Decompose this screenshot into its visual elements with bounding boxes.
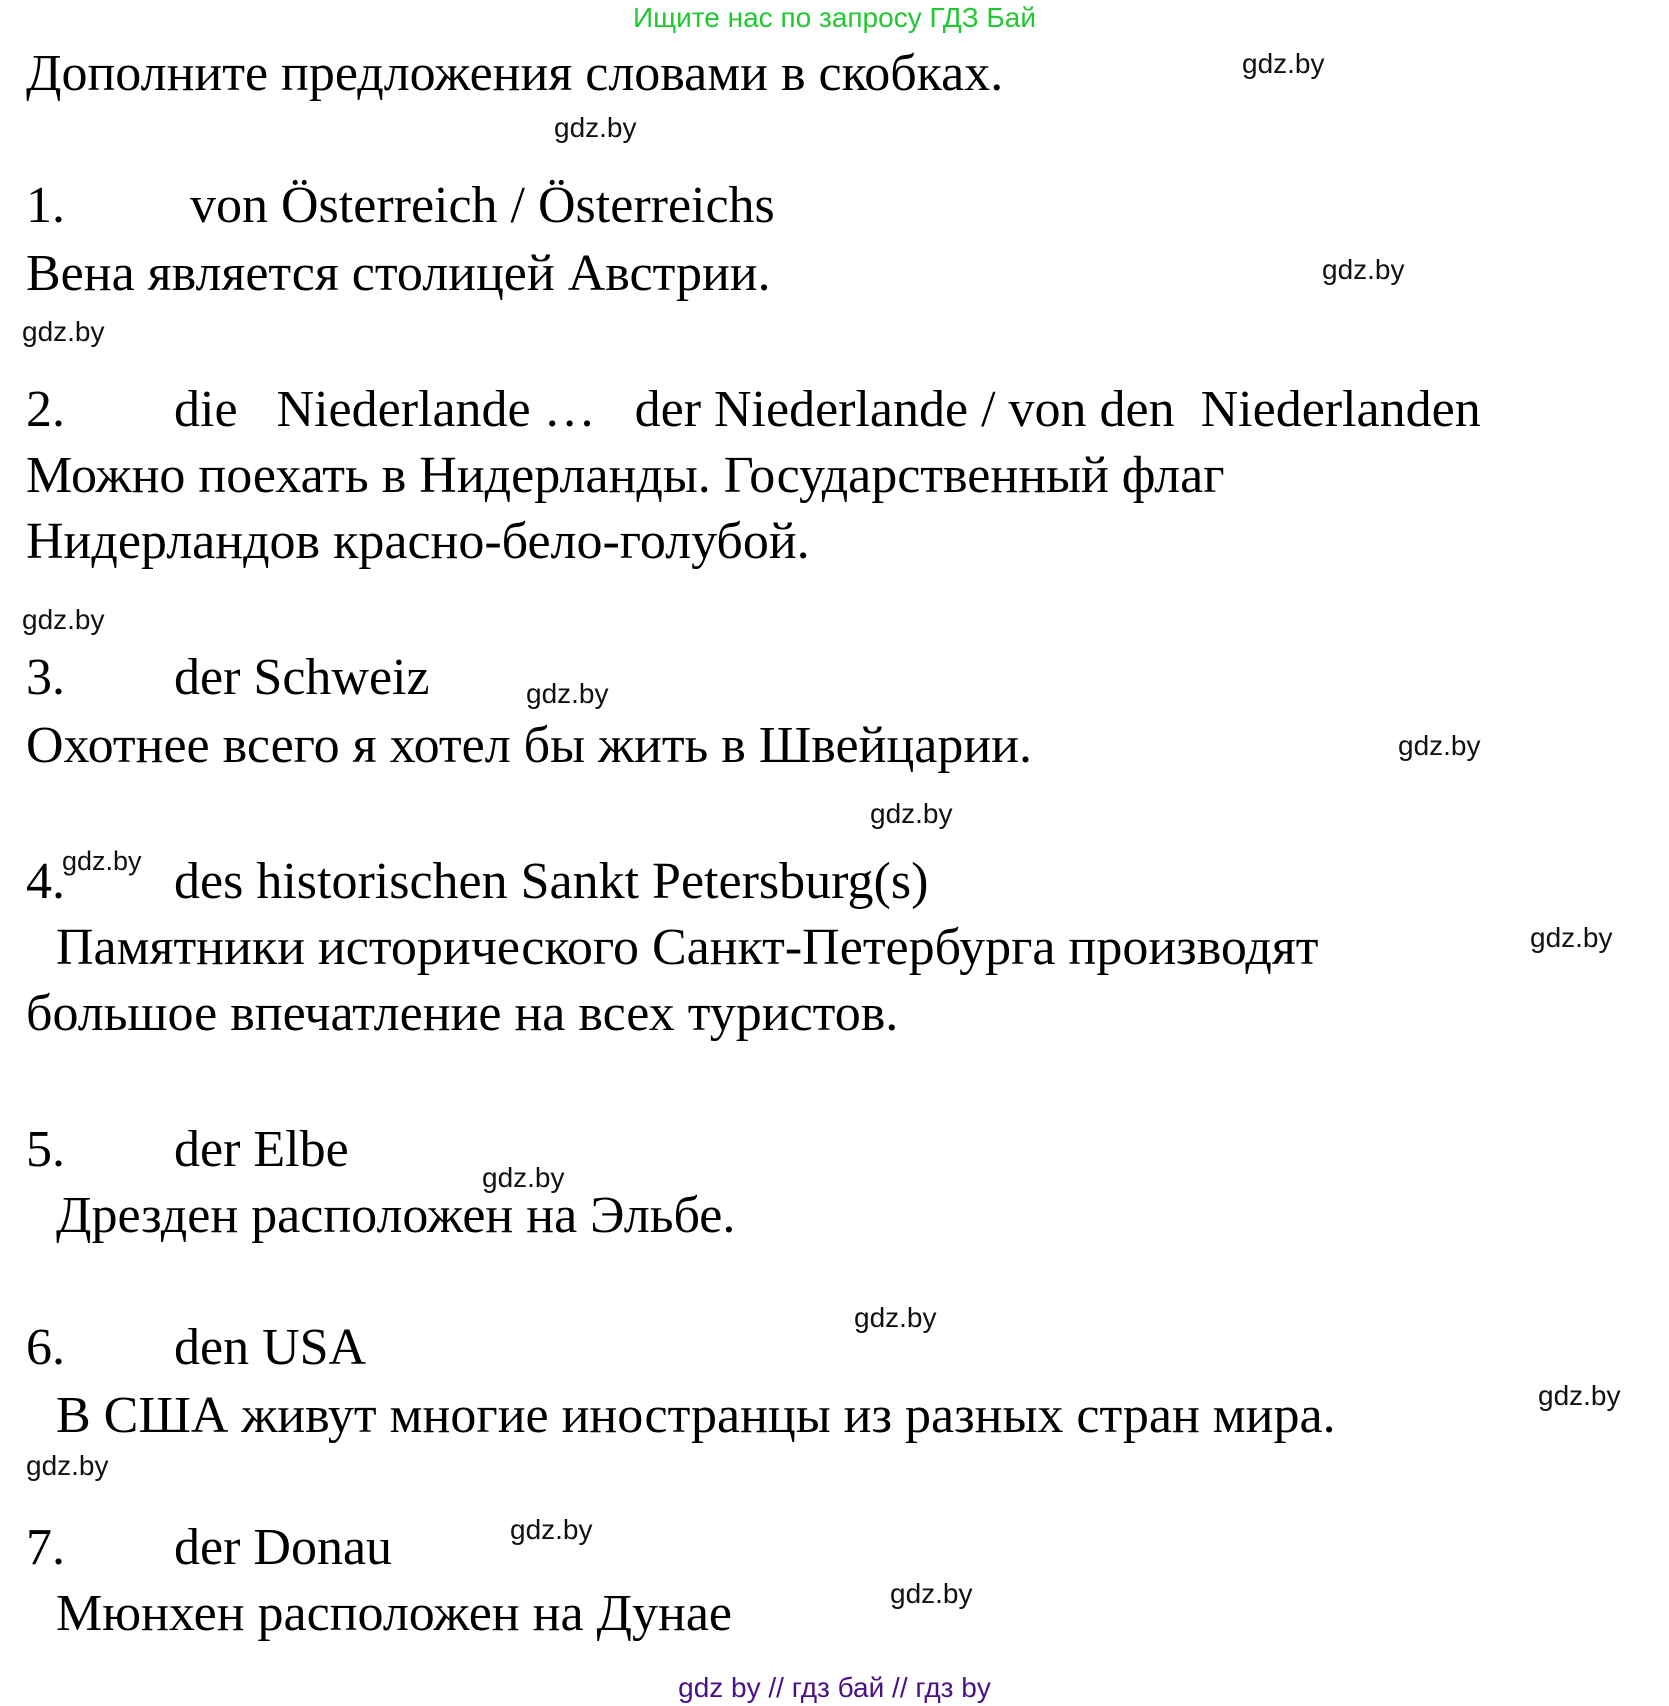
- translation-4-line-2: большое впечатление на всех туристов.: [26, 985, 899, 1042]
- watermark: gdz.by: [1538, 1380, 1621, 1411]
- translation-1: Вена является столицей Австрии.: [26, 245, 771, 302]
- watermark: gdz.by: [890, 1578, 973, 1609]
- watermark: gdz.by: [22, 604, 105, 635]
- watermark: gdz.by: [1398, 730, 1481, 761]
- item-number: 1.: [26, 177, 65, 234]
- item-number: 5.: [26, 1121, 65, 1178]
- answer-text: der Donau: [174, 1519, 393, 1576]
- translation-3: Охотнее всего я хотел бы жить в Швейцарии.: [26, 717, 1033, 774]
- answer-5: [26, 1121, 349, 1178]
- translation-4-line-1: Памятники исторического Санкт-Петербурга производят: [56, 919, 1319, 976]
- item-number: 3.: [26, 649, 65, 706]
- item-number: 2.: [26, 381, 65, 438]
- answer-text: von Österreich / Österreichs: [190, 177, 775, 234]
- answer-text: den USA: [174, 1319, 367, 1376]
- translation-6: В США живут многие иностранцы из разных стран мира.: [56, 1387, 1336, 1444]
- answer-4: [26, 853, 929, 910]
- item-number: 6.: [26, 1319, 65, 1376]
- watermark: gdz.by: [22, 316, 105, 347]
- answer-text: des historischen Sankt Petersburg(s): [174, 853, 929, 910]
- task-title: Дополните предложения словами в скобках.: [26, 45, 1004, 102]
- answer-2: [26, 381, 1481, 438]
- watermark: gdz.by: [1242, 48, 1325, 79]
- footer-links[interactable]: gdz by // гдз бай // гдз by: [678, 1672, 991, 1703]
- watermark: gdz.by: [482, 1162, 565, 1193]
- answer-text: der Schweiz: [174, 649, 430, 706]
- answer-1: [26, 177, 775, 234]
- watermark: gdz.by: [1530, 922, 1613, 953]
- answer-3: [26, 649, 430, 706]
- answer-text: die Niederlande … der Niederlande / von den Niederlanden: [174, 381, 1481, 438]
- answer-7: [26, 1519, 393, 1576]
- watermark: gdz.by: [62, 846, 142, 876]
- watermark: gdz.by: [510, 1514, 593, 1545]
- search-banner[interactable]: Ищите нас по запросу ГДЗ Бай: [632, 2, 1037, 33]
- watermark: gdz.by: [26, 1450, 109, 1481]
- translation-7: Мюнхен расположен на Дунае: [56, 1585, 732, 1642]
- watermark: gdz.by: [870, 798, 953, 829]
- item-number: 4.: [26, 853, 65, 910]
- translation-2-line-1: Можно поехать в Нидерланды. Государственный флаг: [26, 447, 1225, 504]
- item-number: 7.: [26, 1519, 65, 1576]
- answer-6: [26, 1319, 367, 1376]
- translation-5: Дрезден расположен на Эльбе.: [56, 1187, 736, 1244]
- watermark: gdz.by: [854, 1302, 937, 1333]
- watermark: gdz.by: [554, 112, 637, 143]
- answer-text: der Elbe: [174, 1121, 349, 1178]
- watermark: gdz.by: [1322, 254, 1405, 285]
- translation-2-line-2: Нидерландов красно-бело-голубой.: [26, 513, 810, 570]
- watermark: gdz.by: [526, 678, 609, 709]
